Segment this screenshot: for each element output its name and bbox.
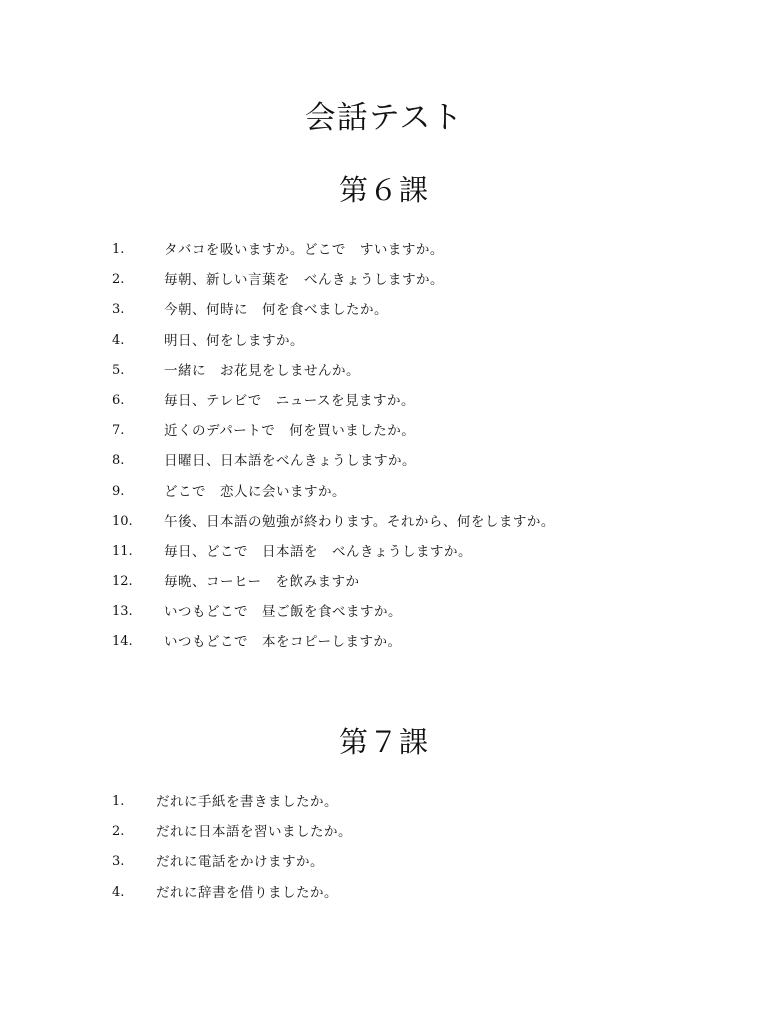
list-item [112, 790, 352, 820]
question-text: 毎晩、コーヒー を飲みますか [164, 574, 360, 591]
list-item [112, 389, 555, 419]
question-number: 7. [112, 423, 125, 439]
question-number: 1. [112, 242, 125, 257]
list-item [112, 449, 555, 479]
question-text: 毎日、テレビで ニュースを見ますか。 [164, 392, 416, 409]
question-number: 11. [112, 543, 133, 559]
question-text: 毎日、どこで 日本語を べんきょうしますか。 [164, 543, 472, 560]
question-text: いつもどこで 昼ご飯を食べますか。 [164, 604, 402, 621]
question-text: 一緒に お花見をしませんか。 [164, 362, 360, 379]
list-item [112, 540, 555, 570]
question-text: だれに日本語を習いましたか。 [156, 824, 352, 841]
list-item [112, 881, 352, 911]
question-text: タバコを吸いますか。どこで すいますか。 [164, 242, 444, 258]
question-text: だれに辞書を借りましたか。 [156, 884, 338, 901]
question-number: 10. [112, 513, 133, 529]
question-number: 9. [112, 483, 125, 499]
list-item [112, 850, 352, 880]
list-item [112, 570, 555, 600]
list-item [112, 298, 555, 328]
question-number: 5. [112, 362, 125, 378]
question-text: 今朝、何時に 何を食べましたか。 [164, 302, 388, 319]
lesson-6-heading: 第６課 [338, 173, 429, 207]
question-text: いつもどこで 本をコピーしますか。 [164, 634, 402, 651]
question-number: 4. [112, 884, 125, 900]
list-item [112, 480, 555, 510]
list-item [112, 630, 555, 660]
question-text: どこで 恋人に会いますか。 [164, 483, 346, 500]
list-item [112, 419, 555, 449]
list-item [112, 510, 555, 540]
question-number: 3. [112, 302, 125, 318]
question-number: 4. [112, 332, 125, 348]
question-text: だれに電話をかけますか。 [156, 854, 324, 871]
list-item [112, 820, 352, 850]
question-number: 2. [112, 824, 125, 840]
question-number: 6. [112, 392, 125, 408]
question-text: 明日、何をしますか。 [164, 332, 304, 349]
question-number: 12. [112, 574, 133, 590]
list-item [112, 359, 555, 389]
question-number: 8. [112, 453, 125, 469]
list-item [112, 329, 555, 359]
lesson-7-heading: 第７課 [338, 725, 429, 759]
question-text: 日曜日、日本語をべんきょうしますか。 [164, 453, 416, 470]
list-item [112, 600, 555, 630]
question-text: 毎朝、新しい言葉を べんきょうしますか。 [164, 272, 444, 289]
question-text: だれに手紙を書きましたか。 [156, 794, 338, 810]
lesson-6-question-list [112, 238, 555, 661]
question-number: 2. [112, 272, 125, 288]
list-item [112, 238, 555, 268]
list-item [112, 268, 555, 298]
lesson-7-question-list [112, 790, 352, 911]
question-number: 13. [112, 604, 133, 620]
question-text: 午後、日本語の勉強が終わります。それから、何をしますか。 [164, 513, 555, 530]
question-number: 3. [112, 854, 125, 870]
question-number: 14. [112, 634, 133, 650]
question-number: 1. [112, 794, 125, 809]
question-text: 近くのデパートで 何を買いましたか。 [164, 423, 416, 440]
page-title: 会話テスト [304, 100, 464, 136]
